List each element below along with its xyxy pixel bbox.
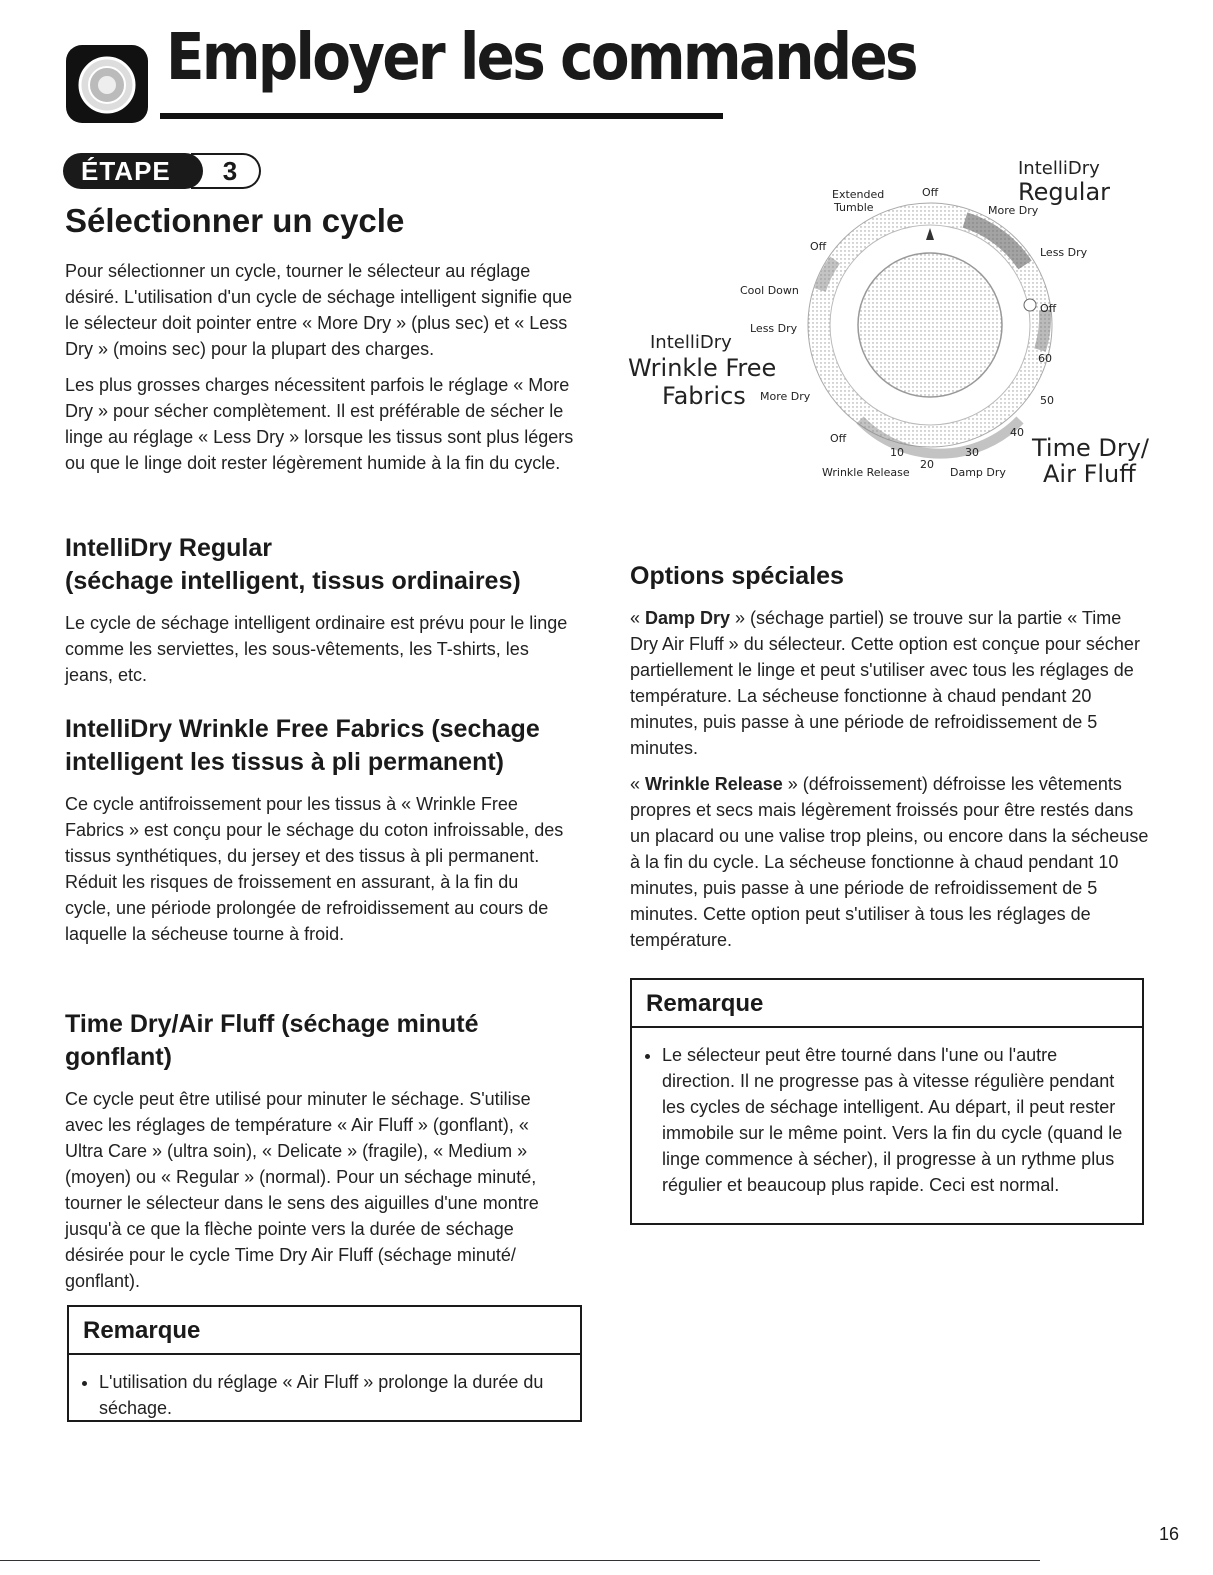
wrinkle-body: Ce cycle antifroissement pour les tissus à « Wrinkle Free Fabrics » est conçu pour le séchage du coton infroissable, des tissus synthétiques, du jersey et des tissus à pli permanent. Réduit les risques de froissement en assurant, à la fin du cycle, une période prolongée de refroidissement au cours de laquelle la sécheuse tourne à froid.	[65, 794, 564, 944]
intro-paragraph-1: Pour sélectionner un cycle, tourner le sélecteur au réglage désiré. L'utilisation d'un cycle de séchage intelligent signifie que le sélecteur doit pointer entre « More Dry » (plus sec) et « Less Dry » (moins sec) pour la plupart des charges.	[65, 261, 573, 359]
dial-regular: Regular	[1018, 178, 1111, 206]
dial-fabrics: Fabrics	[662, 382, 746, 410]
dial-cool-down: Cool Down	[740, 284, 799, 297]
wrinkle-release-body: » (défroissement) défroisse les vêtements propres et secs mais légèrement froissés pour être restés dans un placard ou une valise trop pleins, ou encore dans la sécheuse à la fin du cycle. La sécheuse fonctionne à chaud pendant 10 minutes, puis passe à une période de refroidissement de 5 minutes. Cette option peut s'utiliser à tous les réglages de température.	[630, 774, 1149, 950]
intro-block	[65, 258, 575, 476]
step-number: 3	[191, 153, 261, 189]
dial-wrinkle-free: Wrinkle Free	[628, 354, 777, 382]
page-number: 16	[1158, 1524, 1179, 1544]
note-box-right	[630, 978, 1144, 1225]
regular-section	[65, 532, 580, 688]
damp-dry-term: Damp Dry	[645, 608, 731, 628]
dial-knob-icon	[66, 45, 148, 123]
section-title: Sélectionner un cycle	[65, 202, 405, 239]
dial-tumble: Tumble	[834, 201, 874, 214]
note-title: Remarque	[83, 1317, 201, 1344]
note-item: • Le sélecteur peut être tourné dans l'une ou l'autre direction. Il ne progresse pas à vitesse régulière pendant les cycles de séchage intelligent. Au départ, il peut rester immobile sur le même point. Vers la fin du cycle (quand le linge commence à sécher), il progresse à un rythme plus régulier et beaucoup plus rapide. Ceci est normal.	[662, 1042, 1128, 1198]
note-divider	[632, 1026, 1142, 1028]
wrinkle-release-paragraph	[630, 771, 1150, 953]
dial-less-dry-right: Less Dry	[1040, 246, 1088, 259]
damp-dry-paragraph	[630, 605, 1150, 761]
dial-20: 20	[920, 458, 934, 471]
damp-dry-prefix: «	[630, 608, 646, 628]
dial-time-dry: Time Dry/	[1032, 434, 1149, 462]
dial-off-left: Off	[810, 240, 827, 253]
dial-more-dry-top: More Dry	[988, 204, 1039, 217]
regular-title-2: (séchage intelligent, tissus ordinaires)	[65, 567, 521, 595]
dial-air-fluff: Air Fluff	[1043, 460, 1136, 488]
wrinkle-release-prefix: «	[630, 774, 646, 794]
step-label: ÉTAPE	[63, 153, 203, 189]
dial-off-right: Off	[1040, 302, 1057, 315]
timedry-title: Time Dry/Air Fluff (séchage minuté gonflant)	[65, 1010, 479, 1071]
title-underline	[160, 113, 723, 119]
dial-extended: Extended	[832, 188, 885, 201]
timedry-section	[65, 1008, 565, 1294]
regular-body: Le cycle de séchage intelligent ordinaire est prévu pour le linge comme les serviettes, les sous-vêtements, les T-shirts, les jeans, etc.	[65, 613, 568, 685]
note-item: • L'utilisation du réglage « Air Fluff » prolonge la durée du séchage.	[99, 1369, 566, 1421]
note-title: Remarque	[646, 990, 764, 1017]
note-box-left	[67, 1305, 582, 1422]
damp-dry-body: » (séchage partiel) se trouve sur la partie « Time Dry Air Fluff » du sélecteur. Cette option est conçue pour sécher partiellement le linge et peut s'utiliser avec tous les réglages de température. La sécheuse fonctionne à chaud pendant 20 minutes, puis passe à une période de refroidissement de 5 minutes.	[630, 608, 1140, 758]
dial-30: 30	[965, 446, 979, 459]
dial-intellidry-top: IntelliDry	[1018, 158, 1100, 179]
dial-50: 50	[1040, 394, 1054, 407]
dial-less-dry-left: Less Dry	[750, 322, 798, 335]
dial-10: 10	[890, 446, 904, 459]
step-badge	[63, 153, 263, 189]
timedry-body: Ce cycle peut être utilisé pour minuter le séchage. S'utilise avec les réglages de température « Air Fluff » (gonflant), « Ultra Care » (ultra soin), « Delicate » (fragile), « Medium » (moyen) ou « Regular » (normal). Pour un séchage minuté, tourner le sélecteur dans le sens des aiguilles d'une montre jusqu'à ce que la flèche pointe vers la durée de séchage désirée pour le cycle Time Dry Air Fluff (séchage minuté/ gonflant).	[65, 1089, 539, 1291]
dial-more-dry-left: More Dry	[760, 390, 811, 403]
dial-wrinkle-release: Wrinkle Release	[822, 466, 910, 479]
dial-60: 60	[1038, 352, 1052, 365]
intro-paragraph-2: Les plus grosses charges nécessitent parfois le réglage « More Dry » pour sécher complètement. Il est préférable de sécher le linge au réglage « Less Dry » lorsque les tissus sont plus légers ou que le linge doit rester légèrement humide à la fin du cycle.	[65, 375, 574, 473]
dial-off-bottom: Off	[830, 432, 847, 445]
dial-intellidry-left: IntelliDry	[650, 332, 732, 353]
cycle-selector-diagram	[620, 150, 1180, 490]
wrinkle-title: IntelliDry Wrinkle Free Fabrics (sechage intelligent les tissus à pli permanent)	[65, 715, 540, 776]
options-section	[630, 560, 1150, 953]
page-title: Employer les commandes	[166, 21, 916, 95]
dial-40: 40	[1010, 426, 1024, 439]
options-title: Options spéciales	[630, 562, 844, 590]
wrinkle-section	[65, 713, 565, 947]
dial-damp-dry: Damp Dry	[950, 466, 1006, 479]
regular-title-1: IntelliDry Regular	[65, 534, 272, 562]
note-divider	[69, 1353, 580, 1355]
footer-rule	[0, 1560, 1040, 1561]
dial-off-top: Off	[922, 186, 939, 199]
wrinkle-release-term: Wrinkle Release	[645, 774, 783, 794]
